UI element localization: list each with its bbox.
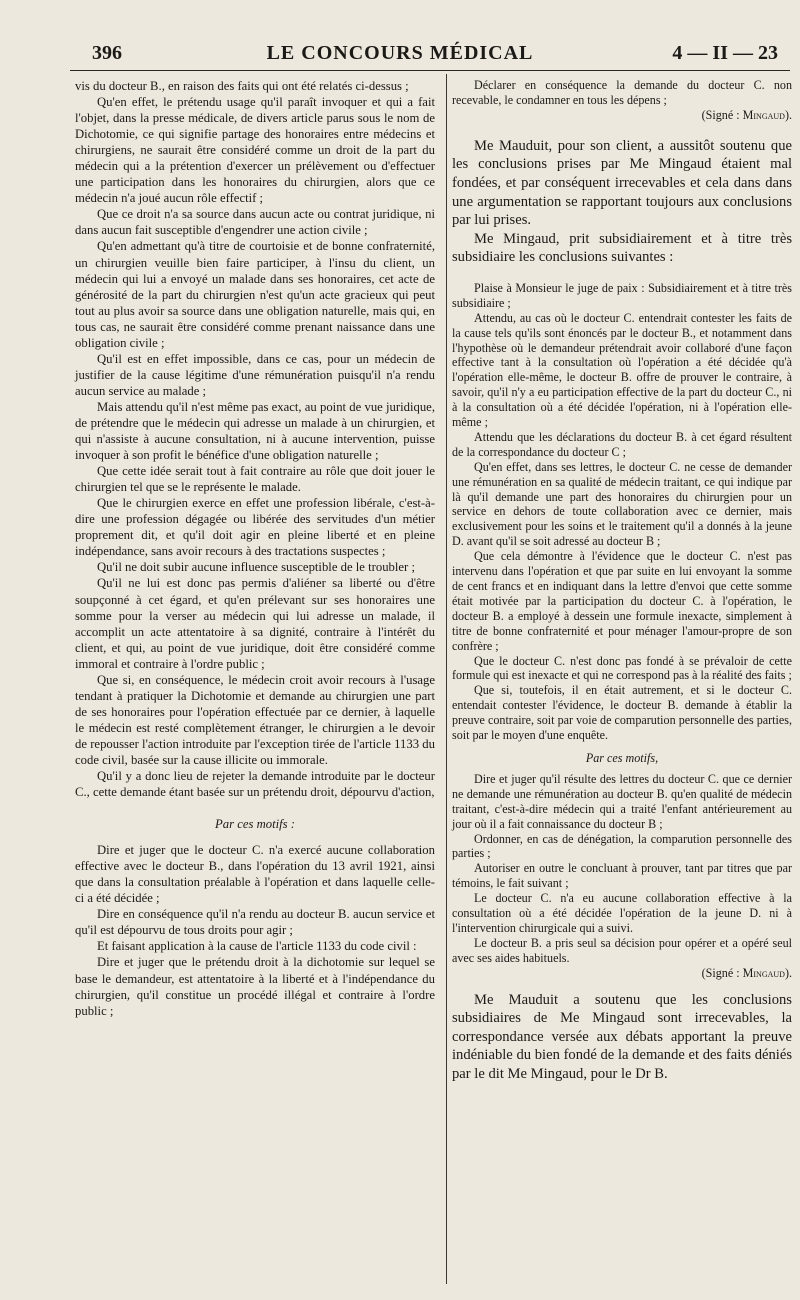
paragraph: Que le docteur C. n'est donc pas fondé à se prévaloir de cette formule qui est inexacte et qui ne correspond pas à la réalité des faits ; — [452, 653, 792, 683]
signature-end: ). — [784, 965, 792, 980]
paragraph: Le docteur C. n'a eu aucune collaboration effective à la consultation où a été décidée l'opération de la jeune D. ni à l'intervention chirurgicale qui a suivi. — [452, 891, 792, 935]
paragraph: Que si, en conséquence, le médecin croit avoir recours à l'usage tendant à pratiquer la Dichotomie et demande au chirurgien une part de ses honoraires pour l'opération effectuée par ce dernier, à laquelle le médecin est resté complètement étranger, le chirurgien a le devoir de repousser l'action introduite par l'exception tirée de l'article 1133 du code civil, basée sur la cause illicite ou immorale. — [75, 672, 435, 767]
signature-name: Mingaud — [742, 107, 785, 122]
header-rule — [70, 70, 790, 71]
paragraph: Qu'en effet, le prétendu usage qu'il paraît invoquer et qui a fait l'objet, dans la presse médicale, de divers article parus sous le nom de Dichotomie, ce qui signifie partage des honoraires entre médecins et chirurgiens, ne saurait être considéré comme un droit de la part du médecin qui a la prétention d'exercer un prélèvement ou d'effectuer une participation dans les honoraires du chirurgien, alors que ce médecin n'a joué aucun rôle effectif ; — [75, 95, 435, 206]
paragraph: Que si, toutefois, il en était autrement, et si le docteur C. entendait contester l'évidence, le docteur B. demande à établir la preuve contraire, soit par voie de comparution personnelle des parties, soit par le moyen d'une enquête. — [452, 683, 792, 743]
paragraph: Et faisant application à la cause de l'article 1133 du code civil : — [97, 939, 417, 954]
signature-label: (Signé : — [701, 965, 743, 980]
signature-line — [452, 108, 792, 123]
paragraph: Qu'en admettant qu'à titre de courtoisie et de bonne confraternité, un chirurgien veuille bien faire participer, à l'insu du client, un médecin qui lui a envoyé un malade dans ses honoraires, cet acte de générosité de la part du chirurgien n'est qu'un acte gracieux qui peut tout au plus avoir sa source dans une obligation naturelle, mais qui, en tous cas, ne saurait être considéré comme prenant naissance dans une obligation civile ; — [75, 239, 435, 350]
paragraph: Autoriser en outre le concluant à prouver, tant par titres que par témoins, le fait suivant ; — [452, 861, 792, 891]
paragraph: Qu'il est en effet impossible, dans ce cas, pour un médecin de justifier de la cause légitime d'une rémunération puisqu'il n'a rendu aucun service au malade ; — [75, 351, 435, 398]
paragraph: Que le chirurgien exerce en effet une profession libérale, c'est-à-dire une profession dégagée ou libérée des servitudes d'un métier proprement dit, et qu'il doit agir en pleine liberté et en pleine indépendance, sans avoir recours à des tractations suspectes ; — [75, 496, 435, 559]
paragraph: Qu'il y a donc lieu de rejeter la demande introduite par le docteur C., cette demande étant basée sur un prétendu droit, dépourvu d'action, — [75, 769, 435, 800]
column-divider — [446, 74, 447, 1284]
paragraph: Dire et juger qu'il résulte des lettres du docteur C. que ce dernier ne demande une rémunération au docteur B. qu'en qualité de médecin traitant, c'est-à-dire médecin qui a traité l'enfant antérieurement au jour où il a fait connaissance du docteur B ; — [452, 771, 792, 831]
paragraph: Que ce droit n'a sa source dans aucun acte ou contrat juridique, ni dans aucun fait susceptible d'engendrer une action civile ; — [75, 207, 435, 238]
paragraph: Qu'en effet, dans ses lettres, le docteur C. ne cesse de demander une rémunération en sa qualité de médecin traitant, ce qui indique par là qu'il demande une part des honoraires du chirurgien pour un service en dehors de toute collaboration avec ce dernier, mais exclusivement pour les soins et le traitement qu'il a donnés à la jeune D. avant qu'il se soit adressé au docteur B ; — [452, 459, 792, 549]
paragraph: Attendu que les déclarations du docteur B. à cet égard résultent de la correspondance du docteur C ; — [452, 429, 792, 459]
issue-date: 4 — II — 23 — [672, 42, 778, 64]
paragraph: Ordonner, en cas de dénégation, la comparution personnelle des parties ; — [452, 831, 792, 861]
page-header — [0, 38, 800, 68]
page-number: 396 — [92, 42, 122, 64]
paragraph: Me Mingaud, prit subsidiairement et à titre très subsidiaire les conclusions suivantes : — [452, 230, 792, 266]
paragraph: Dire et juger que le docteur C. n'a exercé aucune collaboration effective avec le docteur B., dans l'opération du 13 avril 1921, ainsi que dans la consultation préalable à l'opération et dans laquelle celle-ci a été décidée ; — [75, 843, 435, 906]
right-column — [452, 78, 792, 1084]
paragraph: Plaise à Monsieur le juge de paix : Subsidiairement et à titre très subsidiaire ; — [452, 280, 792, 310]
paragraph: Me Mauduit a soutenu que les conclusions subsidiaires de Me Mingaud sont irrecevables, la correspondance versée aux débats apportant la preuve indéniable du bien fondé de la demande et des faits déniés par le dit Me Mingaud, pour le Dr B. — [452, 991, 792, 1082]
signature-label: (Signé : — [701, 107, 743, 122]
paragraph: Me Mauduit, pour son client, a aussitôt soutenu que les conclusions prises par Me Mingaud étaient mal fondées, et par conséquent irrecevables et cela dans dans une argumentation se rapportant toujours aux conclusions par lui prises. — [452, 137, 792, 229]
paragraph: vis du docteur B., en raison des faits qui ont été relatés ci-dessus ; — [75, 79, 409, 93]
paragraph: Le docteur B. a pris seul sa décision pour opérer et a opéré seul avec ses aides habituels. — [452, 935, 792, 965]
signature-line — [452, 966, 792, 981]
paragraph: Attendu, au cas où le docteur C. entendrait contester les faits de la cause tels qu'ils sont énoncés par le docteur B., et notamment dans l'hypothèse où le demandeur prétendrait avoir collaboré d'une façon effective tant à la consultation où l'opération a été décidée qu'à l'opération elle-même, le docteur B. offre de prouver le contraire, à savoir, qu'il n'y a eu participation effective de la part du docteur C., ni à la consultation où a été décidée l'opération, ni à l'opération elle-même ; — [452, 310, 792, 430]
paragraph: Mais attendu qu'il n'est même pas exact, au point de vue juridique, de prétendre que le médecin qui adresse un malade à un chirurgien, et qui n'assiste à aucune consultation, ni à aucune intervention, puisse invoquer à son profit le bénéfice d'une obligation naturelle ; — [75, 399, 435, 463]
section-heading: Par ces motifs, — [585, 750, 659, 765]
paragraph: Déclarer en conséquence la demande du docteur C. non recevable, le condamner en tous les dépens ; — [452, 78, 792, 107]
paragraph: Dire en conséquence qu'il n'a rendu au docteur B. aucun service et qu'il est dépourvu de tous droits pour agir ; — [75, 907, 435, 938]
paragraph: Dire et juger que le prétendu droit à la dichotomie sur lequel se base le demandeur, est attentatoire à la liberté et à l'indépendance du chirurgien, qu'il constitue un procédé illégal et contraire à l'ordre public ; — [75, 955, 435, 1018]
signature-end: ). — [784, 107, 792, 122]
section-heading: Par ces motifs : — [215, 817, 295, 832]
left-column — [75, 78, 435, 1019]
paragraph: Qu'il ne doit subir aucune influence susceptible de le troubler ; — [97, 560, 415, 575]
journal-title: LE CONCOURS MÉDICAL — [266, 42, 534, 64]
paragraph: Qu'il ne lui est donc pas permis d'aliéner sa liberté ou d'être soupçonné à cet égard, et qu'en prélevant sur ses honoraires une somme pour la verser au médecin qui lui adresse un malade, il accomplit un acte attentatoire à sa dignité, contraire à l'intérêt du client, et qui, au point de vue juridique, doit être considéré comme immoral et contraire à l'ordre public ; — [75, 576, 435, 671]
signature-name: Mingaud — [742, 965, 785, 980]
paragraph: Que cela démontre à l'évidence que le docteur C. n'est pas intervenu dans l'opération et que par suite en lui envoyant la somme de cent francs et en indiquant dans la lettre d'envoi que cette somme était motivée par la participation du docteur C. à l'opération, le docteur B. a employé à dessein une formule inexacte, simplement à titre de bonne confraternité et pour ménager l'amour-propre de son confrère ; — [452, 549, 792, 653]
paragraph: Que cette idée serait tout à fait contraire au rôle que doit jouer le chirurgien tel que se le représente le malade. — [75, 464, 435, 495]
